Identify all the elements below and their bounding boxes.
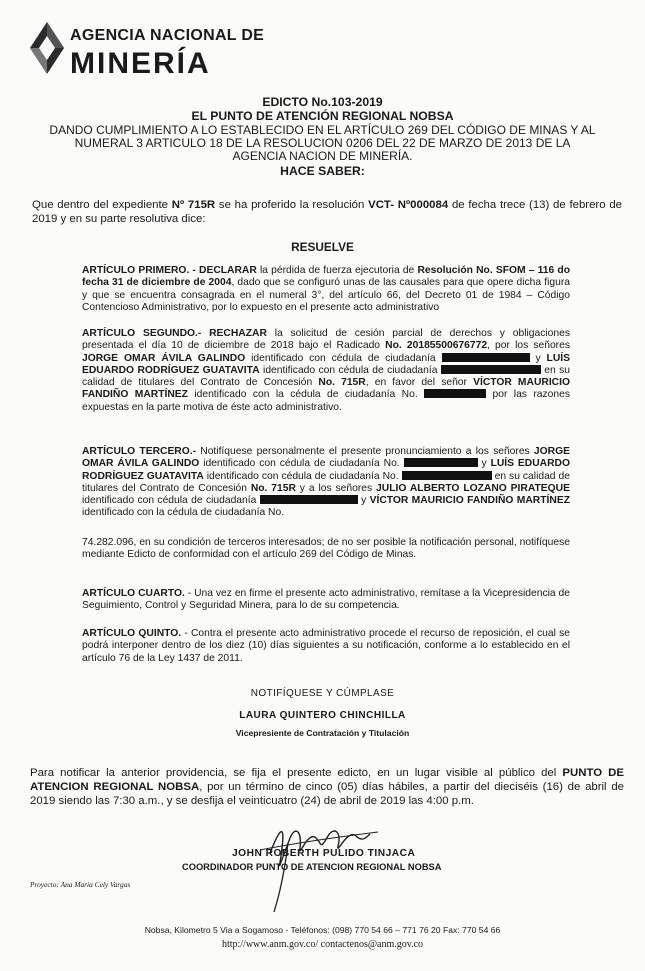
footer-address: Nobsa, Kilometro 5 Via a Sogamoso - Teléfonos: (098) 770 54 66 – 771 76 20 Fax: 770 54 66 (144, 925, 501, 935)
article-bold: LUÍS EDUARDO RODRÍGUEZ GUATAVITA (82, 458, 570, 482)
header-line4: NUMERAL 3 ARTICULO 18 DE LA RESOLUCION 0206 DEL 22 DE MARZO DE 2013 DE LA (74, 136, 571, 150)
logo-line2: MINERÍA (70, 47, 211, 80)
article-bold: Resolución No. SFOM – 116 do fecha 31 de diciembre de 2004 (82, 265, 570, 289)
article-text: , por los señores (487, 340, 570, 352)
article-text: y a los señores (295, 482, 377, 494)
intro-text: de fecha trece (13) de febrero de 2019 y en su parte resolutiva dice: (32, 199, 622, 225)
header-line5: AGENCIA NACION DE MINERÍA. (232, 149, 413, 163)
redaction-bar (442, 353, 530, 362)
firmante2-name: JOHN ROBERTH PULIDO TINJACA (232, 848, 416, 859)
article-text: , en favor del señor (365, 377, 474, 389)
article-text: y (529, 352, 547, 364)
article-text: y (357, 495, 370, 507)
intro-text: Que dentro del expediente (32, 199, 172, 211)
footer-web: http://www.anm.gov.co/ contactenos@anm.gov.co (221, 939, 424, 950)
article-label: ARTÍCULO PRIMERO. - DECLARAR (82, 265, 257, 276)
article-text: en su calidad de titulares del Contrato de Concesión (82, 470, 570, 494)
article-bold: JULIO ALBERTO LOZANO PIRATEQUE (376, 482, 570, 494)
notifiquese-heading: NOTIFÍQUESE Y CÚMPLASE (250, 688, 395, 699)
articulo-quinto (82, 628, 570, 665)
punto-title: EL PUNTO DE ATENCIÓN REGIONAL NOBSA (191, 109, 454, 123)
article-bold: No. 715R (318, 377, 366, 389)
notificar-text: , por un término de cinco (05) días hábiles, a partir del dieciséis (16) de abril de 2019 siendo las 7:30 a.m., y se desfija el veinticuatro (24) de abril de 2019 las 4:00 p.m. (30, 781, 625, 808)
article-text: identificado con cédula de ciudadanía (259, 364, 441, 376)
intro-paragraph (32, 198, 622, 226)
redaction-bar (441, 365, 541, 374)
article-text: y (477, 458, 491, 470)
article-bold: JORGE OMAR ÁVILA GALINDO (82, 446, 570, 470)
article-label: ARTÍCULO QUINTO. (82, 628, 182, 639)
article-text: en su calidad de titulares del Contrato de Concesión (82, 364, 570, 389)
article-bold: No. 715R (250, 482, 296, 494)
article-label: ARTÍCULO CUARTO. (82, 588, 185, 599)
firmante2-role: COORDINADOR PUNTO DE ATENCION REGIONAL NOBSA (182, 862, 442, 872)
article-text: identificado con la cédula de ciudadanía No. (82, 507, 285, 519)
article-text: identificado con cédula de ciudadanía (82, 495, 260, 507)
article-text: - Una vez en firme el presente acto administrativo, remítase a la Vicepresidencia de Seguimiento, Control y Seguridad Minera, para lo de su competencia. (82, 588, 570, 612)
redaction-bar (402, 471, 492, 480)
articulo-primero (82, 265, 570, 314)
redaction-bar (424, 389, 486, 398)
articulo-cuarto (82, 588, 570, 613)
header-line3: DANDO CUMPLIMIENTO A LO ESTABLECIDO EN EL ARTÍCULO 269 DEL CÓDIGO DE MINAS Y AL (49, 123, 596, 137)
hace-saber: HACE SABER: (280, 164, 365, 178)
agency-logo (30, 22, 290, 82)
intro-text: se ha proferido la resolución (215, 199, 369, 211)
article-text: - Contra el presente acto administrativo procede el recurso de reposición, el cual se podrá interponer dentro de los diez (10) días siguientes a su notificación, conforme a lo establecido en el artículo 76 de la Ley 1437 de 2011. (82, 628, 570, 664)
logo-mark-icon (30, 22, 64, 74)
article-text: identificado con cédula de ciudadanía No. (203, 470, 402, 482)
article-label: ARTÍCULO SEGUNDO.- RECHAZAR (82, 328, 267, 339)
expediente-number: Nº 715R (171, 199, 216, 211)
redaction-bar (260, 495, 358, 504)
resolucion-number: VCT- Nº000084 (368, 199, 449, 211)
article-text: Notifíquese personalmente el presente pronunciamiento a los señores (196, 446, 534, 457)
article-text: identificado con cédula de ciudadanía No. (199, 458, 404, 470)
article-text: , dado que se configuró unas de las causales para que opere dicha figura y que se encuentra consagrada en el numeral 3°, del artículo 66, del Decreto 01 de 1984 – Código Contencioso Administrativo, por lo expuesto en el presente acto administrativo (82, 277, 570, 313)
resuelve-heading: RESUELVE (291, 240, 354, 254)
firmante1-name: LAURA QUINTERO CHINCHILLA (239, 710, 406, 721)
article-text: por las razones expuestas en la parte motiva de éste acto administrativo. (82, 389, 570, 413)
punto-atencion-bold: PUNTO DE ATENCION REGIONAL NOBSA (30, 767, 624, 794)
article-bold: LUÍS EDUARDO RODRÍGUEZ GUATAVITA (82, 352, 571, 376)
redaction-bar (404, 458, 478, 467)
firmante1-role: Vicepresiente de Contratación y Titulación (235, 728, 410, 738)
article-bold: No. 20185500676772 (385, 340, 488, 352)
article-bold: VÍCTOR MAURICIO FANDIÑO MARTÍNEZ (369, 495, 570, 507)
notificar-paragraph (30, 766, 624, 809)
articulo-segundo (82, 328, 570, 414)
proyecto-note: Proyecto: Ana Maria Cely Vargas (30, 880, 131, 889)
article-text: identificado con cédula de ciudadanía (245, 352, 442, 364)
logo-line1: AGENCIA NACIONAL DE (70, 27, 265, 44)
article-text: identificado con la cédula de ciudadanía No. (187, 389, 425, 401)
notificar-text: Para notificar la anterior providencia, se fija el presente edicto, en un lugar visible al público del (30, 767, 563, 779)
article-text: la pérdida de fuerza ejecutoria de (256, 265, 418, 276)
article-text: la solicitud de cesión parcial de derechos y obligaciones presentada el día 10 de diciembre de 2018 bajo el Radicado (82, 328, 570, 352)
article-bold: VÍCTOR MAURICIO FANDIÑO MARTÍNEZ (82, 377, 570, 401)
edicto-number: EDICTO No.103-2019 (262, 95, 383, 109)
articulo-tercero-cont: 74.282.096, en su condición de terceros interesados; de no ser posible la notificación personal, notifíquese mediante Edicto de conformidad con el artículo 269 del Código de Minas. (82, 537, 570, 561)
article-label: ARTÍCULO TERCERO.- (82, 446, 197, 457)
articulo-tercero (82, 446, 570, 520)
article-bold: JORGE OMAR ÁVILA GALINDO (82, 352, 246, 364)
